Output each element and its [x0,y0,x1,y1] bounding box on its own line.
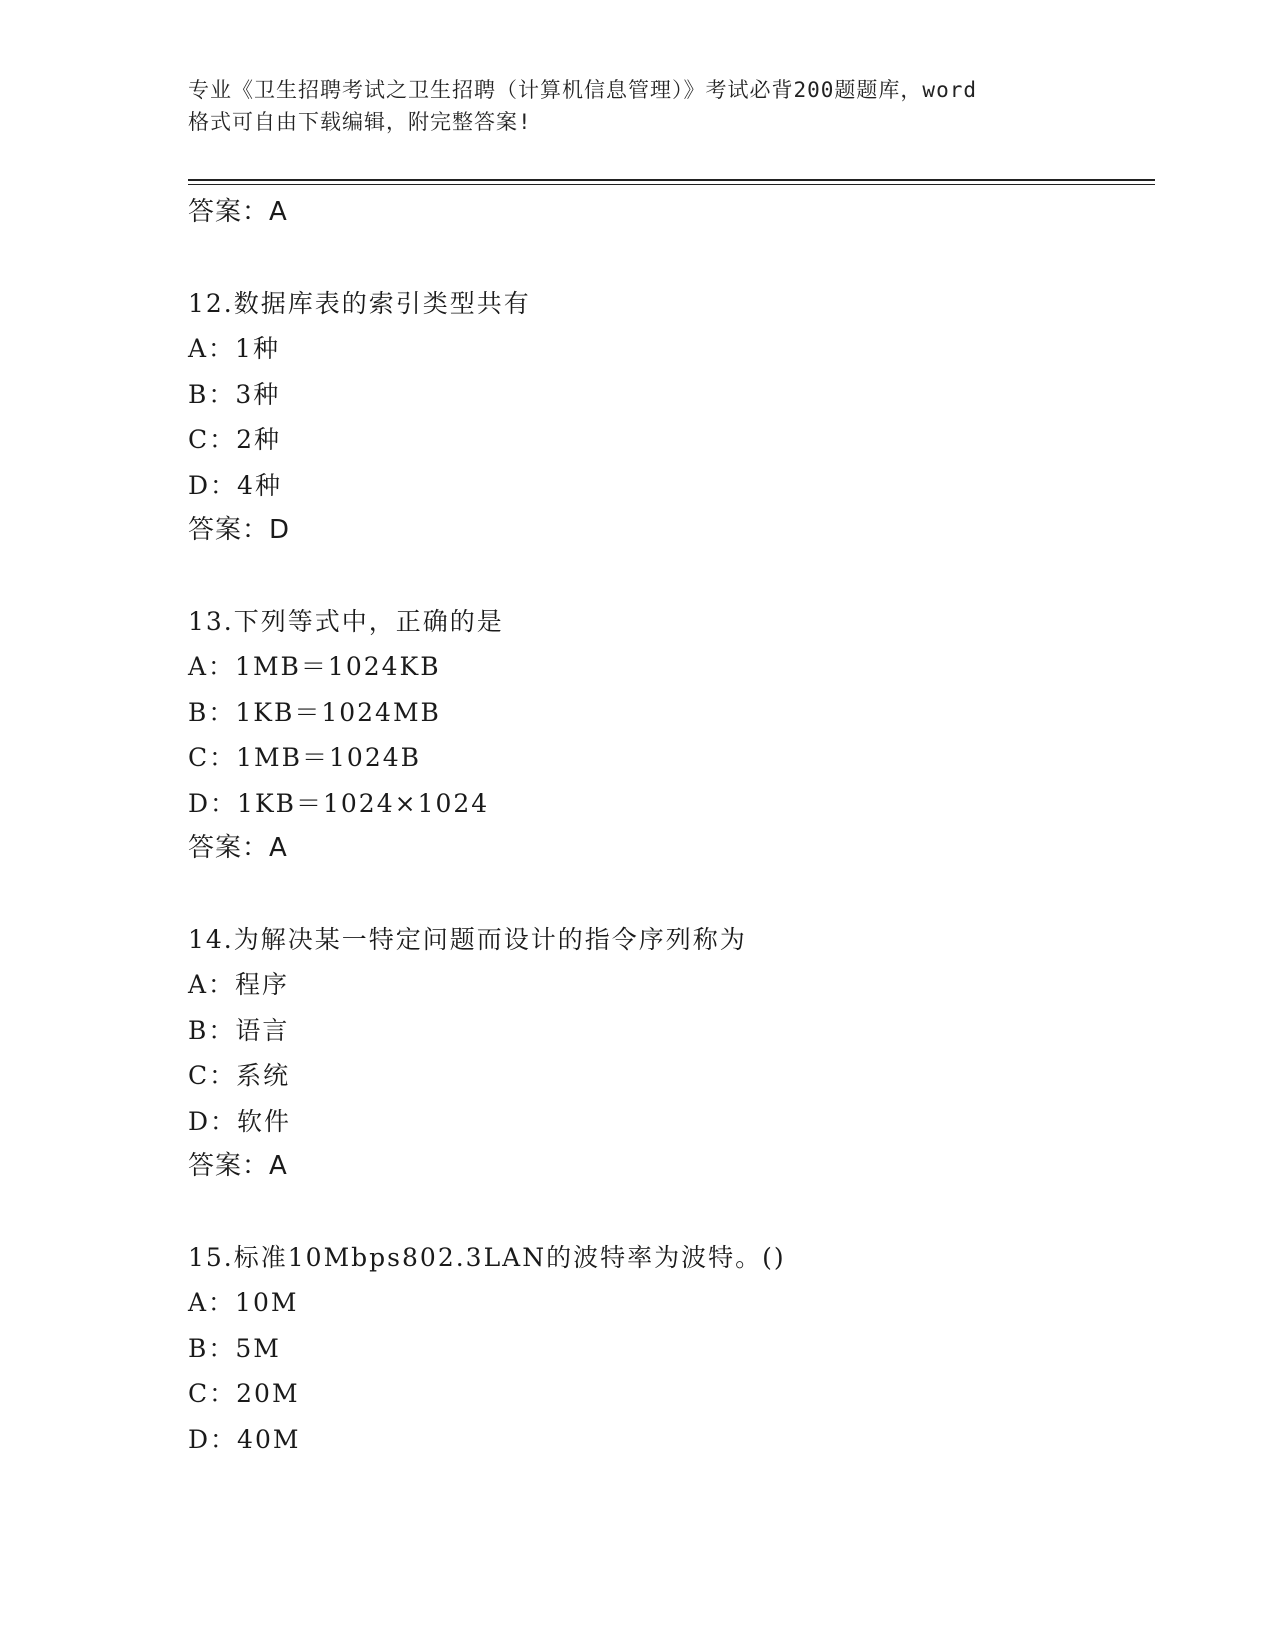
option-d: D：软件 [188,1106,292,1136]
question-block [188,917,1148,1190]
header-divider-thin [188,184,1155,185]
answer-line: 答案：D [188,515,291,545]
answer-line: 答案：A [188,197,288,227]
option-b: B：5M [188,1333,281,1363]
answer-line: 答案：A [188,1151,288,1181]
question-block [188,599,1148,872]
option-b: B：语言 [188,1015,290,1045]
option-a: A：1种 [188,334,280,363]
question-list [188,190,1148,1462]
question-block [188,281,1148,554]
option-d: D：1KB＝1024×1024 [188,788,490,818]
question-text: 14.为解决某一特定问题而设计的指令序列称为 [188,924,747,954]
header-line-2: 格式可自由下载编辑，附完整答案! [188,110,532,134]
option-c: C：2种 [188,425,282,454]
spacer [188,872,1148,917]
option-b: B：1KB＝1024MB [188,697,441,727]
option-d: D：40M [188,1424,301,1454]
question-text: 15.标准10Mbps802.3LAN的波特率为波特。() [188,1242,786,1272]
option-c: C：1MB＝1024B [188,743,421,772]
option-b: B：3种 [188,379,281,409]
question-text: 12.数据库表的索引类型共有 [188,288,531,318]
option-c: C：20M [188,1379,300,1408]
spacer [188,236,1148,281]
option-a: A：10M [188,1288,299,1317]
spacer [188,554,1148,599]
header-divider-thick [188,179,1155,181]
spacer [188,1190,1148,1235]
option-a: A：程序 [188,970,290,999]
question-block [188,1235,1148,1463]
question-text: 13.下列等式中，正确的是 [188,606,504,636]
header-line-1: 专业《卫生招聘考试之卫生招聘（计算机信息管理）》考试必背200题题库，word [188,78,977,102]
option-a: A：1MB＝1024KB [188,652,441,681]
option-c: C：系统 [188,1061,291,1090]
document-header [188,74,1088,138]
answer-line: 答案：A [188,833,288,863]
option-d: D：4种 [188,470,282,500]
